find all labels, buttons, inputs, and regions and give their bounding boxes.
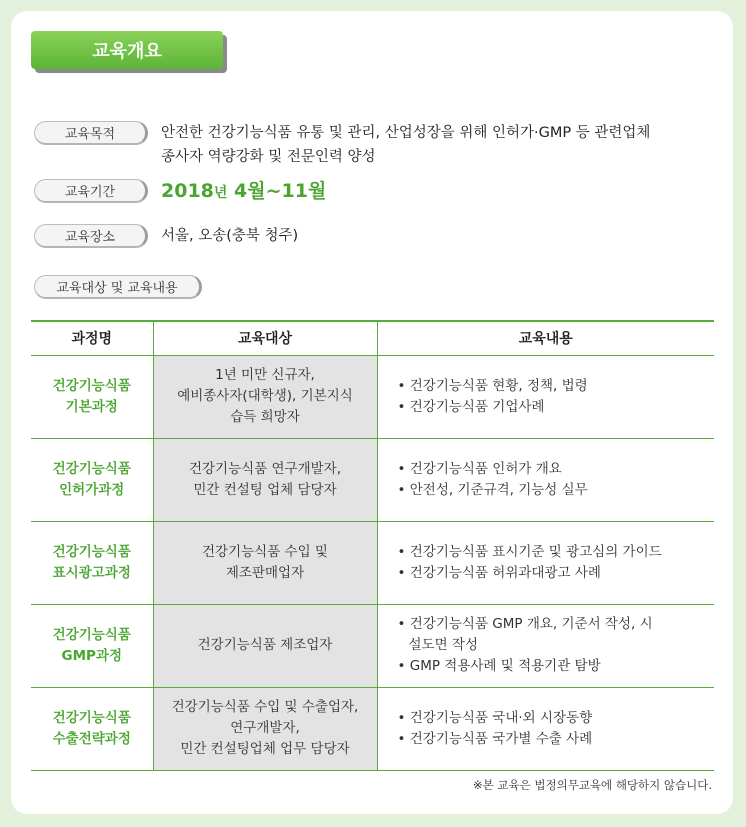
location-label: 교육장소: [34, 224, 148, 248]
course-target: [153, 355, 377, 438]
course-name-line: GMP과정: [61, 647, 122, 664]
target-line: 건강기능식품 수입 및: [202, 543, 328, 560]
table-row: [31, 438, 714, 521]
course-name: [31, 521, 153, 604]
content-item: • GMP 적용사례 및 적용기관 탐방: [397, 658, 601, 674]
header-content: 교육내용: [377, 321, 714, 355]
content-item: • 건강기능식품 국내·외 시장동향: [397, 709, 593, 726]
course-name-line: 건강기능식품: [52, 709, 131, 726]
period-label: 교육기간: [34, 179, 148, 203]
section-title: 교육개요: [31, 31, 223, 69]
table-row: [31, 604, 714, 687]
course-target: [153, 604, 377, 687]
content-item: • 건강기능식품 GMP 개요, 기준서 작성, 시설도면 작성: [397, 616, 653, 653]
course-name-line: 건강기능식품: [52, 626, 131, 643]
table-row: [31, 355, 714, 438]
period-months: 4월~11월: [234, 180, 327, 202]
course-name-line: 건강기능식품: [52, 460, 131, 477]
header-target: 교육대상: [153, 321, 377, 355]
header-course-name: 과정명: [31, 321, 153, 355]
course-content: [377, 521, 714, 604]
course-target: [153, 438, 377, 521]
target-content-row: [34, 275, 202, 299]
target-line: 1년 미만 신규자,: [215, 367, 315, 383]
content-item: • 건강기능식품 허위과대광고 사례: [397, 564, 601, 581]
target-line: 연구개발자,: [230, 720, 300, 736]
course-name-line: 표시광고과정: [52, 564, 131, 581]
target-line: 습득 희망자: [230, 409, 300, 425]
course-name-line: 수출전략과정: [52, 730, 131, 747]
target-line: 건강기능식품 수입 및 수출업자,: [171, 699, 359, 715]
target-line: 제조판매업자: [225, 564, 305, 581]
purpose-label: 교육목적: [34, 121, 148, 145]
table-header-row: [31, 321, 714, 355]
purpose-line-1: 안전한 건강기능식품 유통 및 관리, 산업성장을 위해 인허가·GMP 등 관련업체: [161, 125, 651, 141]
course-name: [31, 604, 153, 687]
course-name-line: 기본과정: [65, 398, 118, 415]
course-content: [377, 438, 714, 521]
course-name: [31, 355, 153, 438]
content-item: • 건강기능식품 현황, 정책, 법령: [397, 377, 588, 394]
content-item: • 안전성, 기준규격, 기능성 실무: [397, 481, 588, 498]
location-value: 서울, 오송(충북 청주): [161, 228, 299, 244]
content-item: • 건강기능식품 국가별 수출 사례: [397, 730, 593, 747]
content-item: • 건강기능식품 인허가 개요: [397, 460, 562, 477]
target-line: 건강기능식품 연구개발자,: [188, 460, 342, 477]
purpose-text: [161, 121, 650, 169]
overview-card: [11, 11, 733, 814]
course-name: [31, 687, 153, 770]
course-name-line: 건강기능식품: [52, 543, 131, 560]
period-value: [161, 179, 326, 205]
period-year-unit: 년: [213, 185, 228, 201]
table-row: [31, 687, 714, 770]
footnote: ※본 교육은 법정의무교육에 해당하지 않습니다.: [473, 778, 712, 792]
content-item: • 건강기능식품 기업사례: [397, 398, 545, 415]
course-content: [377, 355, 714, 438]
purpose-line-2: 종사자 역량강화 및 전문인력 양성: [161, 149, 376, 165]
target-line: 민간 컨설팅업체 업무 담당자: [180, 741, 350, 757]
course-name: [31, 438, 153, 521]
table-row: [31, 521, 714, 604]
location-row: [34, 224, 298, 248]
target-line: 민간 컨설팅 업체 담당자: [193, 481, 337, 498]
period-year: 2018: [161, 180, 214, 202]
course-content: [377, 604, 714, 687]
course-name-line: 인허가과정: [59, 481, 125, 498]
target-line: 예비종사자(대학생), 기본지식: [177, 388, 353, 404]
course-content: [377, 687, 714, 770]
period-row: [34, 179, 326, 205]
course-name-line: 건강기능식품: [52, 377, 131, 394]
courses-table: [31, 320, 714, 771]
target-line: 건강기능식품 제조업자: [197, 637, 333, 653]
purpose-row: [34, 121, 650, 169]
target-content-label: 교육대상 및 교육내용: [34, 275, 202, 299]
content-item: • 건강기능식품 표시기준 및 광고심의 가이드: [397, 543, 662, 560]
course-target: [153, 521, 377, 604]
course-target: [153, 687, 377, 770]
